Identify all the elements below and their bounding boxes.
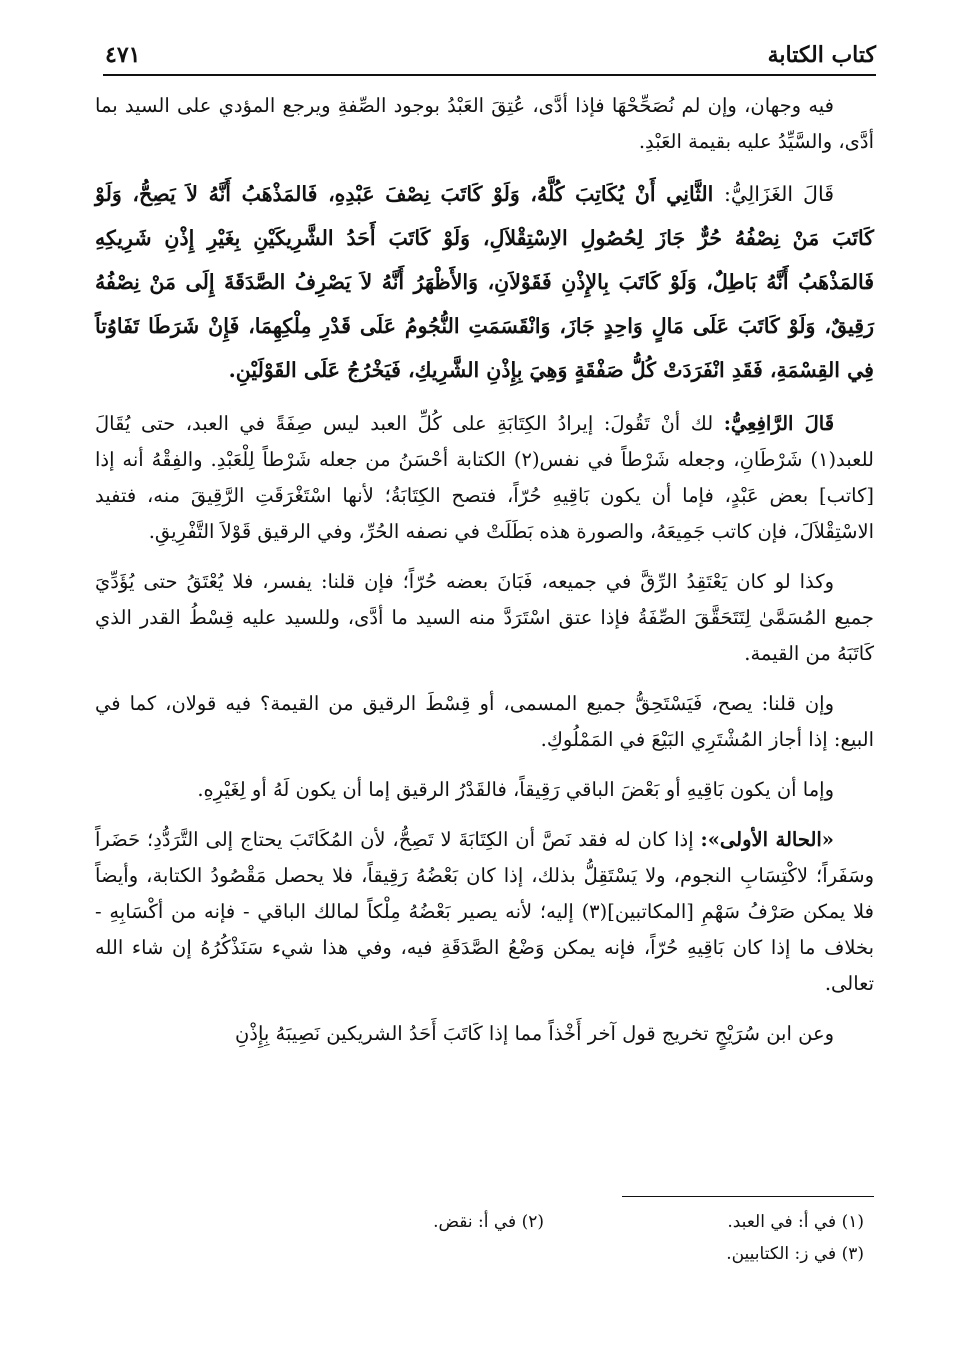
main-text (95, 88, 874, 1066)
paragraph-7-text: إذا كان له فقد نَصَّ أن الكِتَابَةَ لا تَصِحُّ، لأن المُكَاتَبَ يحتاج إلى التَّرَدُّدِ؛ حَضَراً وسَفَراً؛ لاكْتِسَابِ النجوم، ولا يَسْتَقِلُّ بذلك، إذا كان بَعْضُهُ رَقِيقاً، فلا يحصل مَقْصُودُ الكتابة، وأيضاً فلا يمكن صَرْفُ سَهْمِ [المكاتبين](٣) إليه؛ لأنه يصير بَعْضُهُ مِلْكاً لمالك الباقي - فإنه من أكْسَابِهِ - بخلاف ما إذا كان بَاقِيهِ حُرّاً، فإنه يمكن وَضْعُ الصَّدَقَةِ فيه، وفي هذا شيء سَنَذْكُرُهُ إن شاء الله تعالى. (95, 828, 874, 995)
footnote-divider (622, 1196, 874, 1197)
footnote-row (100, 1206, 864, 1238)
matn-speaker: قَالَ الغَزَالِيُّ: (723, 182, 834, 206)
footnote-2: (٢) في أ: نقض. (433, 1212, 544, 1232)
footnote-3: (٣) في ز: الكتابيين. (726, 1244, 864, 1264)
paragraph-4: وكذا لو كان يَعْتَقِدُ الرِّقَّ في جميعه، فَبَانَ بعضه حُرّاً؛ فإن قلنا: يفسر، فلا يُعْتَقُ حتى يُؤَدِّيَ جميع المُسَمَّىٰ لِتَتَحَقَّقَ الصِّفَةُ فإذا عتق اسْتَرَدَّ منه السيد ما أدَّى، وللسيد عليه قِسْطُ القدر الذي كَاتَبَهُ من القيمة. (95, 570, 874, 665)
paragraph-7 (95, 822, 874, 1002)
footnote-1: (١) في أ: في العبد. (727, 1212, 864, 1232)
paragraph-5: وإن قلنا: يصح، فَيَسْتَحِقُّ جميع المسمى، أو قِسْطَ الرقيق من القيمة؟ فيه قولان، كما في البيع: إذا أجاز المُشْتَرِي البَيْعَ في المَمْلُوكِ. (95, 692, 874, 751)
matn-text: الثَّانِي أَنْ يُكَاتِبَ كُلَّهُ، وَلَوْ كَاتَبَ نِصْفَ عَبْدِهِ، فَالمَذْهَبُ أَنَّهُ لاَ يَصِحُّ، وَلَوْ كَاتَبَ مَنْ نِصْفُهُ حُرٌّ جَازَ لِحُصُولِ الاِسْتِقْلاَلِ، وَلَوْ كَاتَبَ أَحَدُ الشَّرِيكَيْنِ بِغَيْرِ إِذْنِ شَرِيكِهِ فَالمَذْهَبُ أَنَّهُ بَاطِلٌ، وَلَوْ كَاتَبَ بِالإِذْنِ فَقَوْلاَنِ، وَالأَظْهَرُ أَنَّهُ لاَ يَصْرِفُ الصَّدَقَةَ إِلَى مَنْ نِصْفُهُ رَقِيقٌ، وَلَوْ كَاتَبَ عَلَى مَالٍ وَاحِدٍ جَازَ، وَانْقَسَمَتِ النُّجُومُ عَلَى قَدْرِ مِلْكِهِمَا، فَإِنْ شَرَطَا تَفَاوُتاً فِي القِسْمَةِ، فَقَدِ انْفَرَدَتْ كُلُّ صَفْقَةٍ وَهِيَ بِإِذْنِ الشَّرِيكِ، فَيَخْرُجُ عَلَى القَوْلَيْنِ. (95, 182, 874, 382)
footnote-row (100, 1238, 864, 1270)
paragraph-8: وعن ابن سُرَيْجٍ تخريج قول آخر أَخْذاً مما إذا كَاتَبَ أَحَدُ الشريكين نَصِيبَهُ بِإِذْنِ (234, 1022, 834, 1045)
paragraph-6: وإما أن يكون بَاقِيهِ أو بَعْضَ الباقي رَقِيقاً، فالقَدْرُ الرقيق إما أن يكون لَهُ أو لِغَيْرِهِ. (197, 778, 834, 801)
page-header (105, 28, 876, 68)
case-heading: «الحالة الأولى»: (700, 828, 834, 851)
page-number: ٤٧١ (105, 42, 141, 68)
footnotes (100, 1206, 864, 1270)
paragraph-3-text: لك أنْ تَقُولَ: إيرادُ الكِتَابَةِ على كُلِّ العبد ليس صِفَةً في العبد، حتى يُقَالَ للعبد(١) شَرْطَانِ، وجعله شَرْطاً في نفس(٢) الكتابة أحْسَنُ من جعله شَرْطاً لِلْعَبْدِ. والفِقْهُ أنه إذا [كاتب] بعض عَبْدٍ، فإما أن يكون بَاقِيهِ حُرّاً، فتصح الكِتَابَةُ؛ لأنها اسْتَغْرَقَتِ الرَّقِيقَ منه، فتفيد الاسْتِقْلاَلَ، فإن كاتب جَمِيعَهُ، والصورة هذه بَطَلَتْ في نصفه الحُرِّ، وفي الرقيق قَوْلاَ التَّفْرِيقِ. (95, 412, 874, 543)
header-divider (103, 74, 876, 76)
paragraph-1: فيه وجهان، وإن لم نُصَحِّحْهَا فإذا أدَّى، عُتِقَ العَبْدُ بوجود الصِّفةِ ويرجع المؤدي على السيد بما أدَّى، والسَّيِّدُ عليه بقيمة العَبْدِ. (95, 94, 874, 153)
running-title: كتاب الكتابة (767, 42, 876, 68)
paragraph-3 (95, 406, 874, 550)
sharh-speaker: قَالَ الرَّافِعِيُّ: (723, 412, 835, 435)
matn-paragraph (95, 172, 874, 392)
